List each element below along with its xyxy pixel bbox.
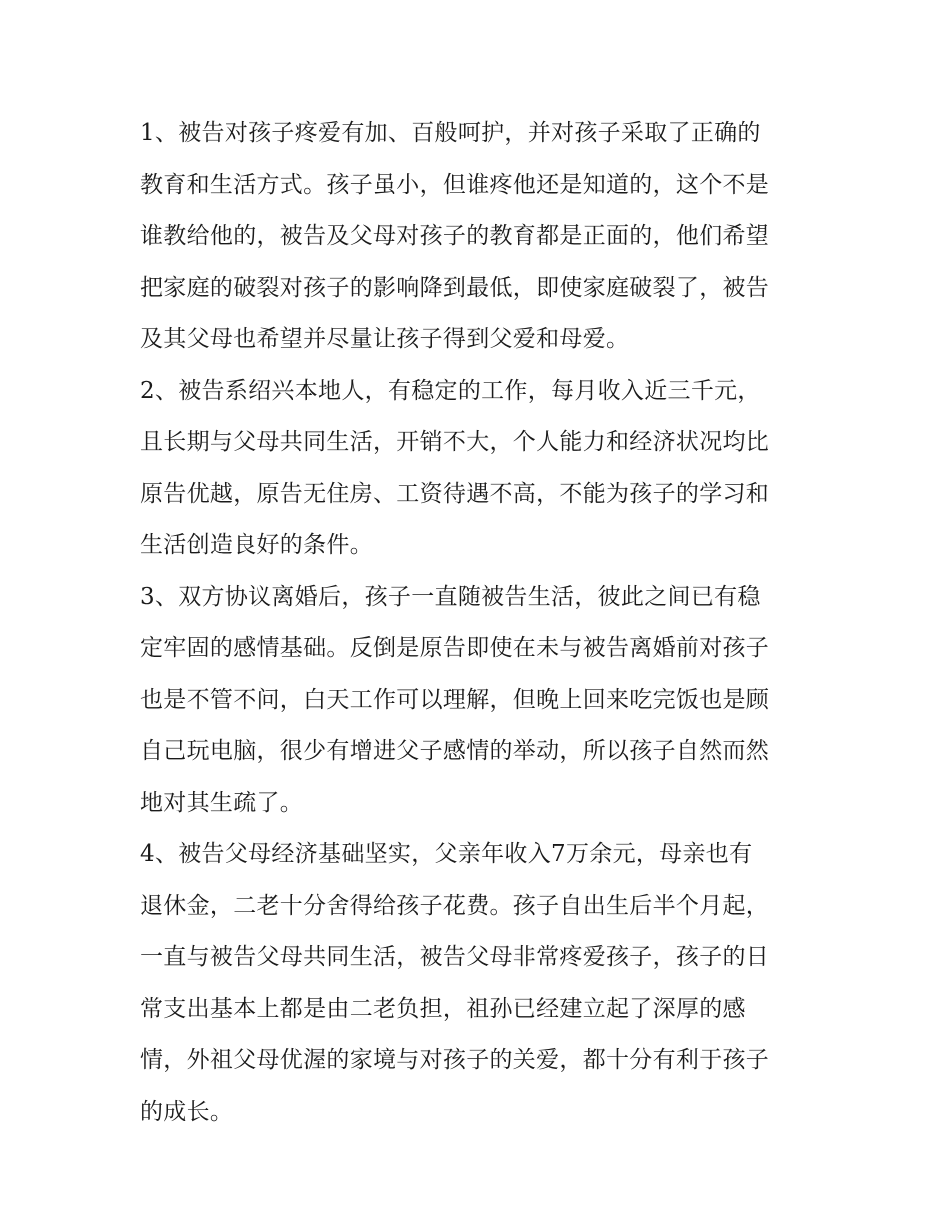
text-line: 且长期与父母共同生活，开销不大，个人能力和经济状况均比 bbox=[140, 429, 770, 455]
text-line: 教育和生活方式。孩子虽小，但谁疼他还是知道的，这个不是 bbox=[140, 171, 770, 198]
text-line: 谁教给他的，被告及父母对孩子的教育都是正面的，他们希望 bbox=[140, 223, 770, 249]
text-line: 把家庭的破裂对孩子的影响降到最低，即使家庭破裂了，被告 bbox=[140, 274, 770, 301]
paragraph-4 bbox=[140, 829, 820, 1138]
text-line: 的成长。 bbox=[140, 1098, 234, 1125]
text-line: 定牢固的感情基础。反倒是原告即使在未与被告离婚前对孩子 bbox=[140, 635, 770, 661]
text-line: 常支出基本上都是由二老负担，祖孙已经建立起了深厚的感 bbox=[140, 995, 746, 1022]
text-line: 2、被告系绍兴本地人，有稳定的工作，每月收入近三千元， bbox=[140, 377, 761, 404]
text-line: 也是不管不问，白天工作可以理解，但晚上回来吃完饭也是顾 bbox=[140, 686, 770, 713]
text-line: 自己玩电脑，很少有增进父子感情的举动，所以孩子自然而然 bbox=[140, 738, 770, 764]
text-line: 1、被告对孩子疼爱有加、百般呵护，并对孩子采取了正确的 bbox=[140, 120, 761, 146]
text-line: 地对其生疏了。 bbox=[140, 789, 304, 816]
text-line: 生活创造良好的条件。 bbox=[140, 532, 373, 558]
text-line: 情，外祖父母优渥的家境与对孩子的关爱，都十分有利于孩子 bbox=[140, 1047, 770, 1073]
text-line: 4、被告父母经济基础坚实，父亲年收入7万余元，母亲也有 bbox=[140, 841, 753, 867]
text-line: 退休金，二老十分舍得给孩子花费。孩子自出生后半个月起， bbox=[140, 892, 770, 919]
document-body bbox=[140, 108, 820, 1138]
text-line: 一直与被告父母共同生活，被告父母非常疼爱孩子，孩子的日 bbox=[140, 944, 770, 970]
paragraph-2 bbox=[140, 366, 820, 572]
text-line: 3、双方协议离婚后，孩子一直随被告生活，彼此之间已有稳 bbox=[140, 583, 761, 610]
text-line: 原告优越，原告无住房、工资待遇不高，不能为孩子的学习和 bbox=[140, 480, 770, 507]
text-line: 及其父母也希望并尽量让孩子得到父爱和母爱。 bbox=[140, 326, 630, 352]
paragraph-3 bbox=[140, 572, 820, 830]
paragraph-1 bbox=[140, 108, 820, 366]
